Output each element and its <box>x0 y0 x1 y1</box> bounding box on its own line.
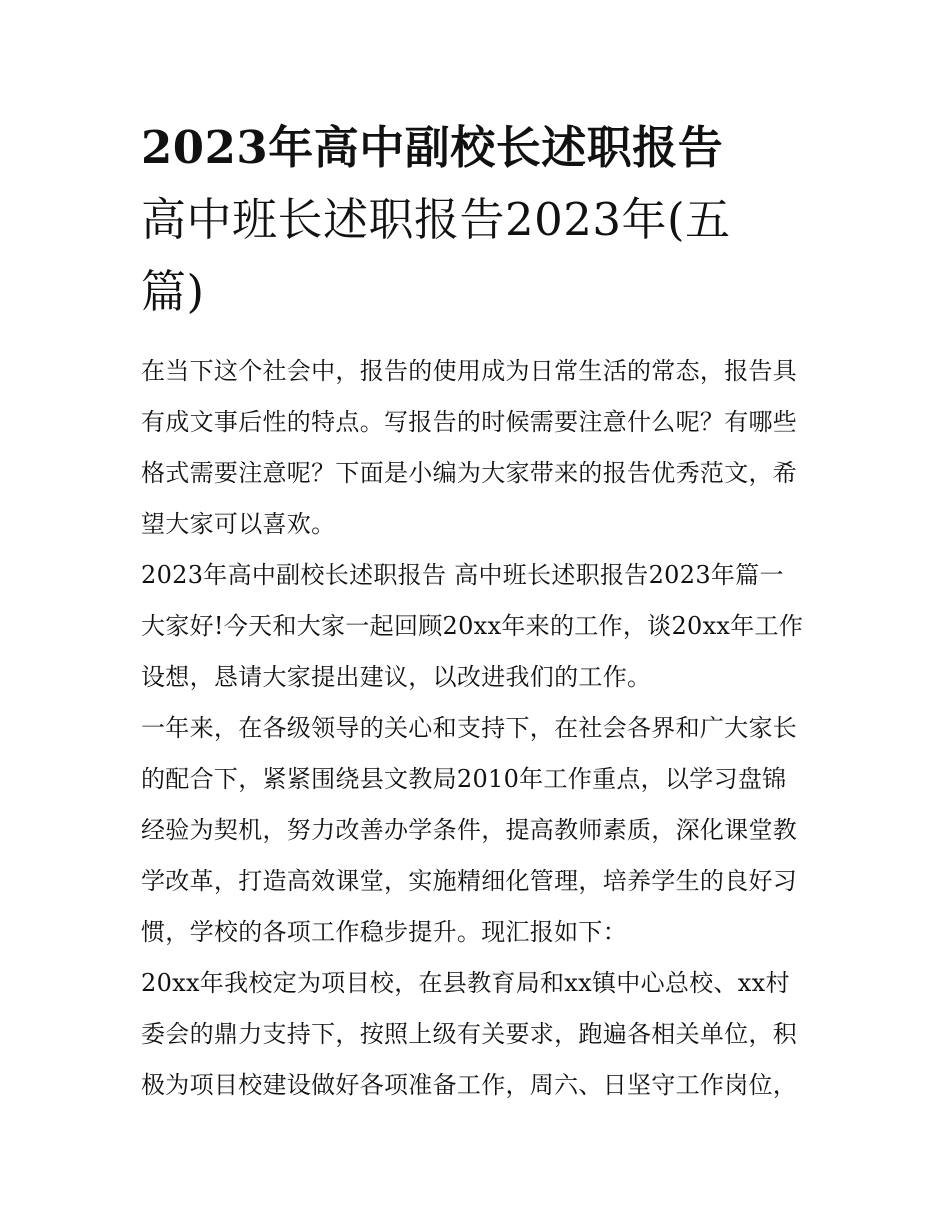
title-line-1-text: 2023年高中副校长述职报告 <box>141 121 724 174</box>
text-line: 在当下这个社会中，报告的使用成为日常生活的常态，报告具 <box>141 357 798 385</box>
section-heading <box>141 550 817 601</box>
text-line: 委会的鼎力支持下，按照上级有关要求，跑遍各相关单位，积 <box>141 1020 798 1048</box>
text-line: 望大家可以喜欢。 <box>141 510 336 538</box>
text-line: 学改革，打造高效课堂，实施精细化管理，培养学生的良好习 <box>141 867 798 895</box>
project-paragraph <box>141 958 817 1111</box>
text-line: 格式需要注意呢？下面是小编为大家带来的报告优秀范文，希 <box>141 459 798 487</box>
intro-paragraph <box>141 346 817 550</box>
text-line: 20xx年我校定为项目校，在县教育局和xx镇中心总校、xx村 <box>141 969 790 997</box>
text-line: 有成文事后性的特点。写报告的时候需要注意什么呢？有哪些 <box>141 408 798 436</box>
title-line-2: 高中班长述职报告2023年(五 <box>141 193 731 246</box>
text-line: 的配合下，紧紧围绕县文教局2010年工作重点，以学习盘锦 <box>141 765 787 793</box>
text-line: 大家好!今天和大家一起回顾20xx年来的工作，谈20xx年工作 <box>141 612 804 640</box>
text-line: 经验为契机，努力改善办学条件，提高教师素质，深化课堂教 <box>141 816 798 844</box>
text-line: 惯，学校的各项工作稳步提升。现汇报如下： <box>141 918 627 946</box>
text-line: 设想，恳请大家提出建议，以改进我们的工作。 <box>141 663 652 691</box>
text-line: 极为项目校建设做好各项准备工作，周六、日坚守工作岗位， <box>141 1071 798 1099</box>
document-page <box>141 112 817 1111</box>
title-line-3: 篇) <box>141 265 205 318</box>
summary-paragraph <box>141 703 817 958</box>
greeting-paragraph <box>141 601 817 703</box>
title-line-1 <box>141 112 817 184</box>
text-line: 一年来，在各级领导的关心和支持下，在社会各界和广大家长 <box>141 714 798 742</box>
document-title <box>141 112 817 328</box>
text-line: 2023年高中副校长述职报告 高中班长述职报告2023年篇一 <box>141 561 784 589</box>
